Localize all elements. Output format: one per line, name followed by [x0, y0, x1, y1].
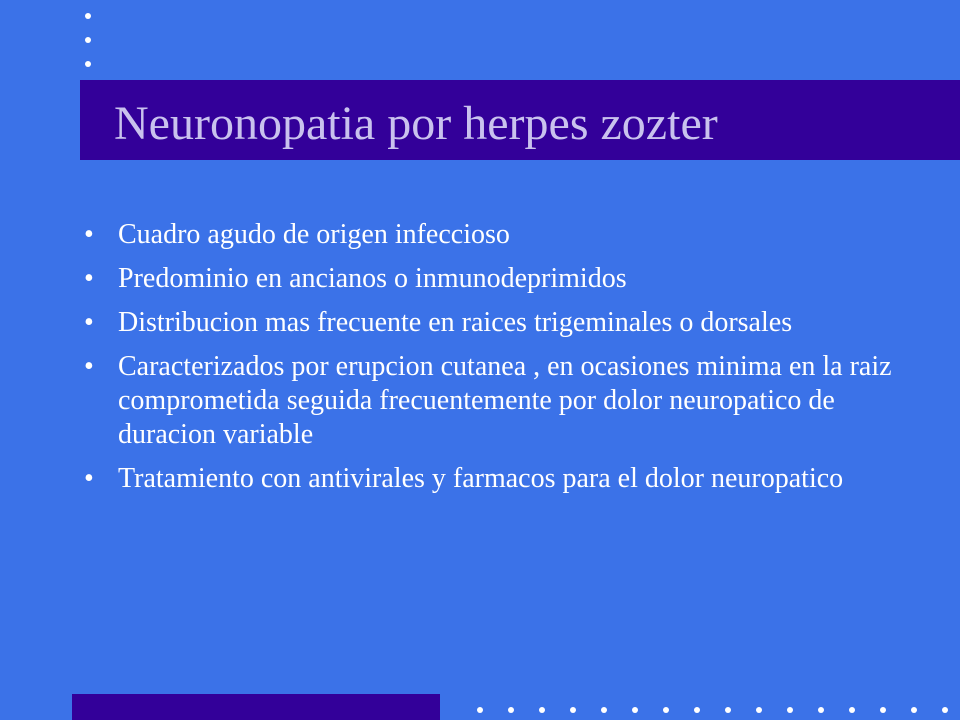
bullet-icon: • [84, 351, 94, 382]
bullet-text: Tratamiento con antivirales y farmacos para el dolor neuropatico [118, 463, 844, 494]
decorative-dot [880, 707, 886, 713]
decorative-dot [85, 61, 91, 67]
bullet-item [84, 350, 904, 452]
bullet-icon: • [84, 463, 94, 494]
decorative-dot [849, 707, 855, 713]
decorative-dot [477, 707, 483, 713]
bullet-icon: • [84, 307, 94, 338]
bottom-band [72, 694, 440, 720]
decorative-dot [539, 707, 545, 713]
decorative-dot [942, 707, 948, 713]
decorative-dot [85, 37, 91, 43]
decorative-dot [911, 707, 917, 713]
bullet-text: Caracterizados por erupcion cutanea , en ocasiones minima en la raiz comprometida seguida frecuentemente por dolor neuropatico de duracion variable [118, 351, 892, 450]
decorative-dot [818, 707, 824, 713]
bullet-text: Distribucion mas frecuente en raices trigeminales o dorsales [118, 307, 793, 338]
decorative-dot [601, 707, 607, 713]
bullet-icon: • [84, 263, 94, 294]
decorative-dot [632, 707, 638, 713]
decorative-dot [508, 707, 514, 713]
bullet-item [84, 462, 904, 496]
decorative-dot [694, 707, 700, 713]
slide-title: Neuronopatia por herpes zozter [114, 97, 718, 150]
decorative-dot [756, 707, 762, 713]
decorative-dot [85, 13, 91, 19]
decorative-dot [725, 707, 731, 713]
bullet-item [84, 306, 904, 340]
decorative-dot [787, 707, 793, 713]
bullet-text: Predominio en ancianos o inmunodeprimidos [118, 263, 627, 294]
bullet-icon: • [84, 219, 94, 250]
bullet-text: Cuadro agudo de origen infeccioso [118, 219, 510, 250]
bullet-item [84, 262, 904, 296]
decorative-dot [663, 707, 669, 713]
decorative-dot [570, 707, 576, 713]
bullet-item [84, 218, 904, 252]
bullet-list [84, 218, 904, 506]
